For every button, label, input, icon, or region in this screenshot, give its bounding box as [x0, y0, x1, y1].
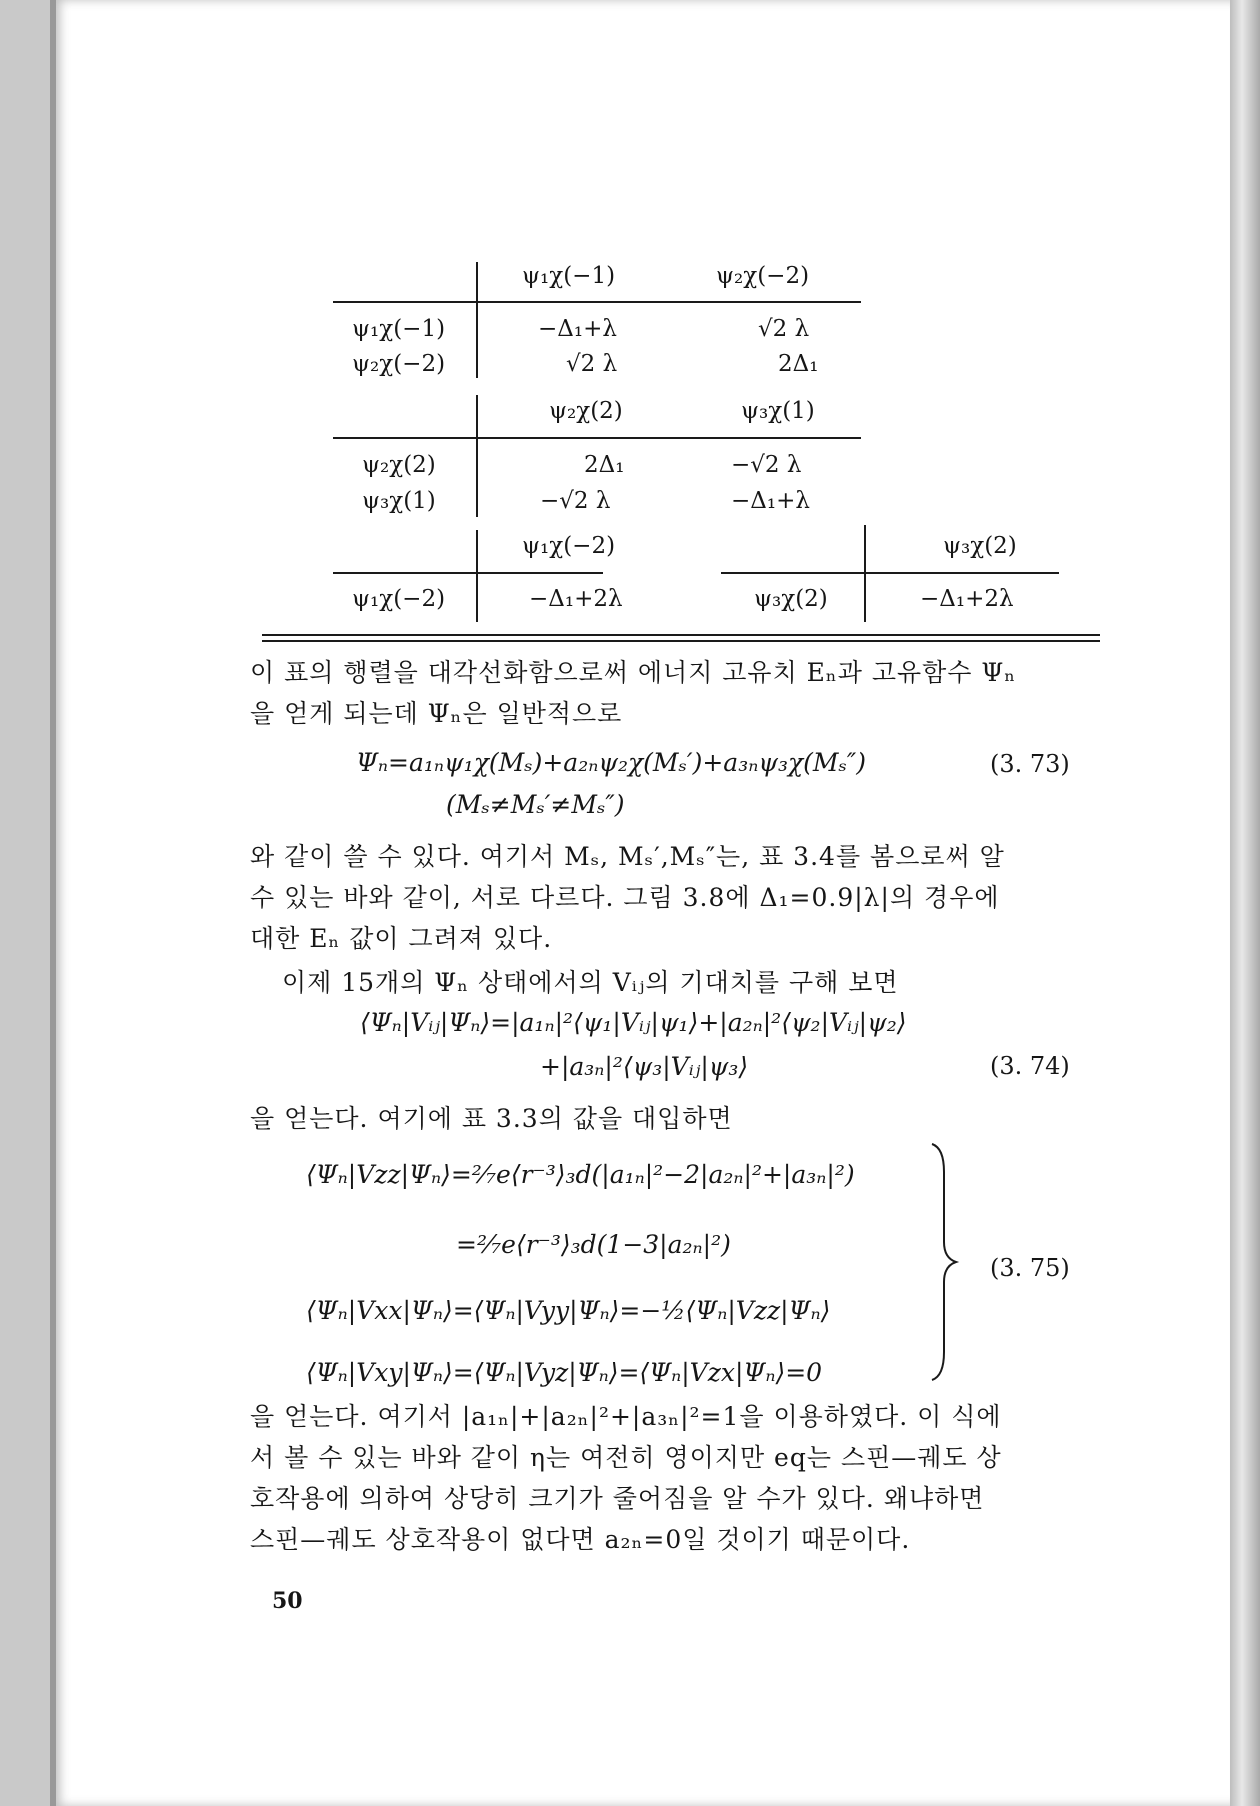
matrix-cell: −Δ₁+2λ [529, 586, 623, 612]
equation-3-75c: ⟨Ψₙ|Vxx|Ψₙ⟩=⟨Ψₙ|Vyy|Ψₙ⟩=−½⟨Ψₙ|Vzz|Ψₙ⟩ [306, 1296, 831, 1325]
equation-number: (3. 73) [990, 750, 1070, 778]
matrix-cell: −√2 λ [540, 488, 611, 514]
row-label: ψ₃χ(2) [754, 586, 828, 612]
text-line: 을 얻는다. 여기서 |a₁ₙ|+|a₂ₙ|²+|a₃ₙ|²=1을 이용하였다. 이 식에 [250, 1402, 1002, 1431]
matrix-cell: √2 λ [566, 351, 618, 377]
equation-condition: (Mₛ≠Mₛ′≠Mₛ″) [446, 790, 625, 819]
col-header: ψ₁χ(−1) [522, 263, 616, 289]
matrix-cell: −Δ₁+2λ [920, 586, 1014, 612]
matrix-cell: −Δ₁+λ [538, 316, 617, 342]
matrix-cell: √2 λ [758, 316, 810, 342]
text-line: 와 같이 쓸 수 있다. 여기서 Mₛ, Mₛ′,Mₛ″는, 표 3.4를 봄으로써 알 [250, 842, 1005, 871]
text-line: 수 있는 바와 같이, 서로 다르다. 그림 3.8에 Δ₁=0.9|λ|의 경우에 [250, 883, 1000, 912]
equation-number: (3. 74) [990, 1052, 1070, 1080]
matrix-cell: −Δ₁+λ [731, 488, 810, 514]
text-line: 이제 15개의 Ψₙ 상태에서의 Vᵢⱼ의 기대치를 구해 보면 [282, 968, 899, 997]
table-hline [333, 437, 861, 439]
table-vline [476, 530, 478, 622]
equation-3-74a: ⟨Ψₙ|Vᵢⱼ|Ψₙ⟩=|a₁ₙ|²⟨ψ₁|Vᵢⱼ|ψ₁⟩+|a₂ₙ|²⟨ψ₂|Vᵢⱼ|ψ₂⟩ [360, 1008, 907, 1037]
matrix-cell: 2Δ₁ [584, 452, 625, 478]
text-line: 서 볼 수 있는 바와 같이 η는 여전히 영이지만 eq는 스핀—궤도 상 [250, 1443, 1002, 1472]
col-header: ψ₃χ(1) [741, 398, 815, 424]
paragraph-1 [250, 652, 1100, 734]
right-brace [930, 1142, 960, 1382]
equation-3-75d: ⟨Ψₙ|Vxy|Ψₙ⟩=⟨Ψₙ|Vyz|Ψₙ⟩=⟨Ψₙ|Vzx|Ψₙ⟩=0 [306, 1358, 823, 1387]
col-header: ψ₃χ(2) [943, 533, 1017, 559]
row-label: ψ₁χ(−1) [352, 316, 446, 342]
matrix-cell: 2Δ₁ [778, 351, 819, 377]
row-label: ψ₁χ(−2) [352, 586, 446, 612]
matrix-cell: −√2 λ [731, 452, 802, 478]
text-line: 호작용에 의하여 상당히 크기가 줄어짐을 알 수가 있다. 왜냐하면 [250, 1484, 985, 1513]
text-line: 이 표의 행렬을 대각선화함으로써 에너지 고유치 Eₙ과 고유함수 Ψₙ [250, 658, 1017, 687]
paragraph-3 [282, 962, 1132, 1003]
col-header: ψ₂χ(−2) [716, 263, 810, 289]
table-hline [333, 572, 603, 574]
equation-3-73: Ψₙ=a₁ₙψ₁χ(Mₛ)+a₂ₙψ₂χ(Mₛ′)+a₃ₙψ₃χ(Mₛ″) [356, 748, 866, 777]
equation-3-75a: ⟨Ψₙ|Vzz|Ψₙ⟩=²⁄₇e⟨r⁻³⟩₃d(|a₁ₙ|²−2|a₂ₙ|²+|a₃ₙ|²) [306, 1160, 855, 1189]
table-vline [476, 262, 478, 378]
paragraph-2 [250, 836, 1100, 959]
equation-3-74b: +|a₃ₙ|²⟨ψ₃|Vᵢⱼ|ψ₃⟩ [540, 1052, 749, 1081]
paragraph-5 [250, 1396, 1100, 1560]
equation-3-75b: =²⁄₇e⟨r⁻³⟩₃d(1−3|a₂ₙ|²) [456, 1230, 731, 1259]
row-label: ψ₂χ(2) [362, 452, 436, 478]
col-header: ψ₂χ(2) [549, 398, 623, 424]
paragraph-4 [250, 1098, 1100, 1139]
text-line: 을 얻는다. 여기에 표 3.3의 값을 대입하면 [250, 1104, 733, 1133]
text-line: 대한 Eₙ 값이 그려져 있다. [250, 924, 553, 953]
table-bottom-rule [262, 634, 1100, 636]
page-edge [1230, 0, 1260, 1806]
text-line: 스핀—궤도 상호작용이 없다면 a₂ₙ=0일 것이기 때문이다. [250, 1525, 911, 1554]
equation-number: (3. 75) [990, 1254, 1070, 1282]
table-bottom-rule [262, 640, 1100, 642]
table-vline [476, 395, 478, 517]
table-hline [333, 301, 861, 303]
row-label: ψ₂χ(−2) [352, 351, 446, 377]
col-header: ψ₁χ(−2) [522, 533, 616, 559]
row-label: ψ₃χ(1) [362, 488, 436, 514]
page-number: 50 [272, 1588, 303, 1614]
text-line: 을 얻게 되는데 Ψₙ은 일반적으로 [250, 699, 623, 728]
table-hline [721, 572, 1059, 574]
